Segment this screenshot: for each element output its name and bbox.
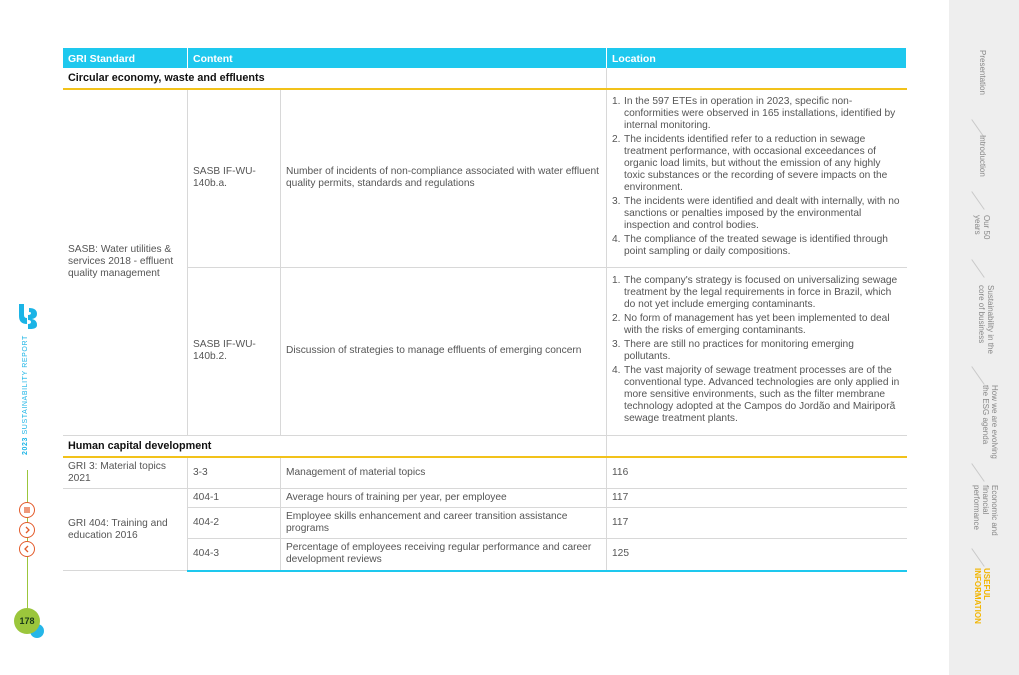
content-cell: Percentage of employees receiving regular performance and career development reviews bbox=[281, 539, 607, 571]
location-cell: 117 bbox=[607, 489, 907, 508]
header-content: Content bbox=[188, 48, 607, 68]
sidebar-item-sustainability[interactable]: Sustainability in the core of business bbox=[977, 285, 995, 354]
sidebar-item-presentation[interactable]: Presentation bbox=[978, 50, 987, 95]
code-cell: 404-1 bbox=[188, 489, 281, 508]
list-item: The company's strategy is focused on universalizing sewage treatment by the legal requirements in force in Brazil, which do not yet include emerging contaminants. bbox=[624, 275, 898, 310]
sidebar-item-esg-agenda[interactable]: How we are evolving the ESG agenda bbox=[981, 385, 999, 459]
standard-cell: GRI 3: Material topics 2021 bbox=[63, 457, 188, 489]
menu-button[interactable] bbox=[19, 502, 35, 518]
list-item: The compliance of the treated sewage is identified through point sampling or daily compositions. bbox=[624, 234, 888, 258]
list-item: The incidents identified refer to a reduction in sewage treatment performance, with occasional exceedances of organic load limits, but without the emission of any highly toxic substances or the recording of severe impacts on the environment. bbox=[624, 134, 888, 194]
page-number-badge: 178 bbox=[14, 608, 40, 634]
code-cell: 404-2 bbox=[188, 508, 281, 539]
previous-page-button[interactable] bbox=[19, 541, 35, 557]
sidebar-divider bbox=[971, 548, 984, 567]
report-label: 2023 SUSTAINABILITY REPORT bbox=[22, 335, 29, 455]
sidebar-divider bbox=[971, 366, 984, 385]
location-cell bbox=[607, 89, 907, 267]
table-row bbox=[63, 489, 907, 508]
sabesp-logo-icon bbox=[16, 302, 40, 330]
standard-cell: SASB: Water utilities & services 2018 - effluent quality management bbox=[63, 89, 188, 435]
table-row bbox=[63, 457, 907, 489]
list-item: The vast majority of sewage treatment processes are of the conventional type. Advanced technologies are only applied in more sensitive environments, such as the filter membrane technology adopted at the Campos do Jordão and Mairiporã sewage treatment plants. bbox=[624, 365, 900, 424]
sidebar-divider bbox=[971, 463, 984, 482]
code-cell: SASB IF-WU-140b.2. bbox=[188, 267, 281, 435]
location-list bbox=[612, 96, 902, 258]
location-cell: 125 bbox=[607, 539, 907, 571]
sidebar-divider bbox=[971, 191, 984, 210]
sidebar-item-our-50-years[interactable]: Our 50 years bbox=[973, 215, 991, 240]
code-cell: 3-3 bbox=[188, 457, 281, 489]
section-row bbox=[63, 68, 907, 89]
table-row bbox=[63, 508, 907, 539]
sidebar-item-introduction[interactable]: Introduction bbox=[978, 135, 987, 177]
location-list bbox=[612, 275, 902, 425]
section-empty-cell bbox=[607, 435, 907, 457]
chapter-sidebar bbox=[949, 0, 1019, 675]
list-item: The incidents were identified and dealt with internally, with no sanctions or penalties imposed by the environmental inspection and control bodies. bbox=[624, 196, 900, 232]
header-location: Location bbox=[607, 48, 907, 68]
gri-index-table bbox=[63, 48, 907, 572]
content-cell: Number of incidents of non-compliance associated with water effluent quality permits, standards and regulations bbox=[281, 89, 607, 267]
section-title: Circular economy, waste and effluents bbox=[63, 68, 607, 89]
location-cell: 117 bbox=[607, 508, 907, 539]
menu-icon bbox=[22, 505, 32, 515]
list-item: There are still no practices for monitoring emerging pollutants. bbox=[624, 339, 854, 362]
content-cell: Employee skills enhancement and career transition assistance programs bbox=[281, 508, 607, 539]
section-title: Human capital development bbox=[63, 435, 607, 457]
sidebar-divider bbox=[971, 259, 984, 278]
code-cell: 404-3 bbox=[188, 539, 281, 571]
rail-line bbox=[27, 470, 28, 610]
standard-cell: GRI 404: Training and education 2016 bbox=[63, 489, 188, 571]
table-row bbox=[63, 89, 907, 267]
content-cell: Average hours of training per year, per employee bbox=[281, 489, 607, 508]
sidebar-item-economic-performance[interactable]: Economic and financial performance bbox=[972, 485, 999, 536]
table-row bbox=[63, 539, 907, 571]
header-gri-standard: GRI Standard bbox=[63, 48, 188, 68]
chevron-left-icon bbox=[22, 544, 32, 554]
table-row bbox=[63, 267, 907, 435]
left-rail bbox=[0, 0, 55, 675]
table-header-row bbox=[63, 48, 907, 68]
section-row bbox=[63, 435, 907, 457]
section-empty-cell bbox=[607, 68, 907, 89]
content-cell: Management of material topics bbox=[281, 457, 607, 489]
list-item: In the 597 ETEs in operation in 2023, specific non-conformities were observed in 165 installations, identified by internal monitoring. bbox=[624, 96, 896, 132]
list-item: No form of management has yet been implemented to deal with the risks of emerging contaminants. bbox=[624, 313, 890, 336]
content-cell: Discussion of strategies to manage effluents of emerging concern bbox=[281, 267, 607, 435]
location-cell bbox=[607, 267, 907, 435]
code-cell: SASB IF-WU-140b.a. bbox=[188, 89, 281, 267]
sidebar-item-useful-information[interactable]: USEFUL INFORMATION bbox=[973, 568, 991, 624]
location-cell: 116 bbox=[607, 457, 907, 489]
chevron-right-icon bbox=[22, 525, 32, 535]
next-page-button[interactable] bbox=[19, 522, 35, 538]
